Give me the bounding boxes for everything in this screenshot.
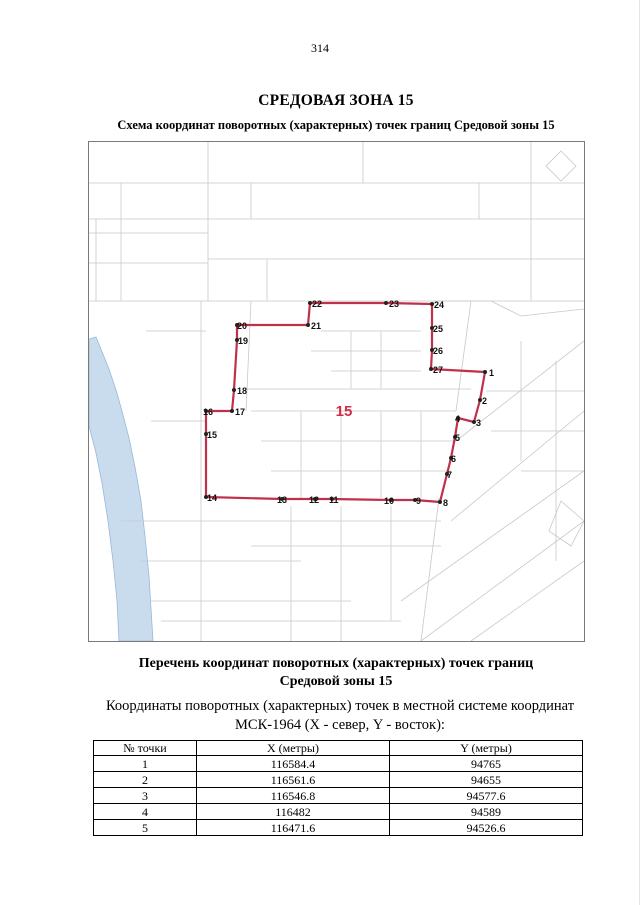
zone-title: СРЕДОВАЯ ЗОНА 15 [258, 92, 414, 109]
table-row [94, 820, 583, 836]
boundary-point-label: 16 [203, 407, 214, 417]
boundary-point-marker [438, 500, 442, 504]
boundary-point-label: 13 [277, 495, 288, 505]
cell-x: 116482 [196, 804, 389, 820]
boundary-point-label: 8 [443, 498, 449, 508]
cell-point: 4 [94, 804, 197, 820]
street-lines [89, 142, 584, 641]
coordinate-system-text [0, 697, 640, 735]
boundary-point-marker [230, 409, 234, 413]
boundary-point-label: 2 [482, 396, 488, 406]
zone-map-canvas [89, 142, 584, 641]
cell-point: 3 [94, 788, 197, 804]
boundary-point-label: 10 [384, 496, 395, 506]
boundary-point-label: 12 [309, 495, 320, 505]
boundary-point-label: 9 [416, 496, 422, 506]
cell-x: 116546.8 [196, 788, 389, 804]
boundary-point-label: 25 [433, 324, 444, 334]
boundary-point-marker [384, 301, 388, 305]
boundary-point-marker [306, 323, 310, 327]
system-line1: Координаты поворотных (характерных) точек в местной системе координат [105, 698, 575, 714]
boundary-point-label: 22 [312, 299, 323, 309]
table-row [94, 756, 583, 772]
cell-y: 94765 [390, 756, 583, 772]
boundary-point-label: 27 [433, 365, 444, 375]
boundary-point-label: 14 [207, 493, 218, 503]
header-y: Y (метры) [390, 741, 583, 756]
zone-map [88, 141, 585, 642]
cell-point: 1 [94, 756, 197, 772]
cell-y: 94577.6 [390, 788, 583, 804]
cell-y: 94655 [390, 772, 583, 788]
cell-point: 5 [94, 820, 197, 836]
coordinates-list-title [0, 655, 640, 691]
boundary-point-label: 6 [451, 454, 457, 464]
list-title-line2: Средовой зоны 15 [279, 674, 393, 689]
system-line2: МСК-1964 (X - север, Y - восток): [235, 717, 445, 733]
boundary-point-label: 26 [433, 346, 444, 356]
cell-point: 2 [94, 772, 197, 788]
boundary-point-marker [483, 370, 487, 374]
boundary-point-marker [232, 388, 236, 392]
list-title-line1: Перечень координат поворотных (характерных) точек границ [138, 656, 534, 671]
cell-x: 116471.6 [196, 820, 389, 836]
coordinates-table [93, 740, 583, 836]
scheme-caption: Схема координат поворотных (характерных) точек границ Средовой зоны 15 [117, 118, 555, 132]
boundary-point-label: 21 [311, 321, 322, 331]
cell-y: 94589 [390, 804, 583, 820]
boundary-point-label: 11 [329, 495, 339, 505]
boundary-point-label: 3 [476, 418, 482, 428]
boundary-point-label: 5 [455, 433, 461, 443]
header-point-number: № точки [94, 741, 197, 756]
boundary-point-label: 18 [237, 386, 248, 396]
boundary-point-label: 15 [207, 430, 218, 440]
boundary-point-label: 19 [238, 336, 249, 346]
table-header-row [94, 741, 583, 756]
cell-x: 116584.4 [196, 756, 389, 772]
cell-x: 116561.6 [196, 772, 389, 788]
boundary-point-label: 7 [447, 470, 453, 480]
boundary-point-label: 4 [455, 414, 461, 424]
header-x: X (метры) [196, 741, 389, 756]
boundary-point-label: 23 [389, 299, 400, 309]
zone-label: 15 [335, 403, 353, 420]
cell-y: 94526.6 [390, 820, 583, 836]
boundary-point-label: 20 [237, 321, 248, 331]
page-number: 314 [311, 41, 329, 55]
boundary-point-label: 24 [434, 300, 445, 310]
boundary-point-label: 17 [235, 407, 246, 417]
table-row [94, 804, 583, 820]
table-row [94, 788, 583, 804]
river [89, 337, 153, 641]
table-row [94, 772, 583, 788]
boundary-point-label: 1 [489, 368, 495, 378]
